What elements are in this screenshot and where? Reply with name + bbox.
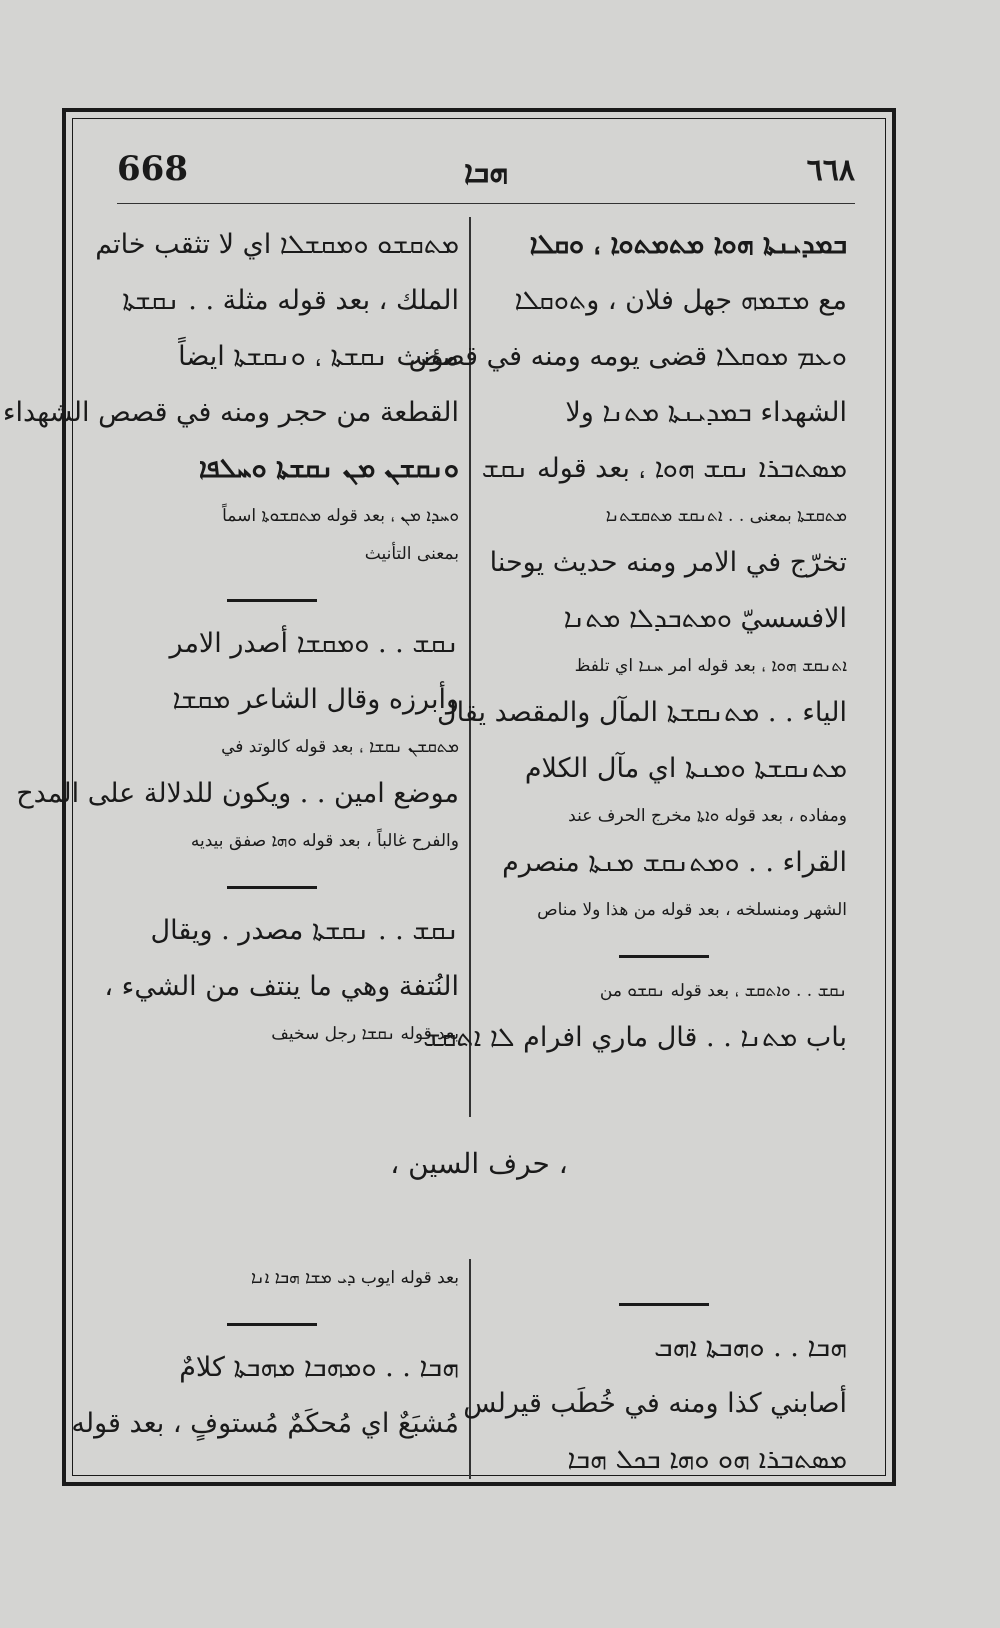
entry-separator (227, 886, 317, 889)
text-line: ܗܒܐ . . ܘܗܒܬܐ ܐܗܒ (654, 1332, 847, 1363)
text-line: ܡܬܩܫܬܐ بمعنى . . ܐܬܢܩܫ ܡܬܩܫܬܢܐ (605, 506, 847, 526)
text-line: ܘܚܕܐ ܡܢ ، بعد قوله ܡܬܩܫܘܬܐ اسماً (222, 506, 459, 526)
text-line: ܢܩܫ . . ܢܩܫܬܐ مصدر . ويقال (150, 915, 459, 946)
text-line: بعد قوله ايوب ܕܝ ܡܫܐ ܗܒܐ ܐܢܐ (251, 1268, 459, 1288)
text-line: ܢܩܫ . . ܘܡܩܫܐ أصدر الامر (169, 628, 459, 659)
text-line: ܡܬܩܫܢ ܢܩܫܐ ، بعد قوله كالوتد في (221, 737, 459, 757)
text-line: ܐܬܢܩܫ ܗܘܐ ، بعد قوله امر ܚܢܐ اي تلفظ (574, 656, 847, 676)
text-line: ܢܩܫ . . ܘܐܬܩܫ ، بعد قوله ܢܩܫܘ من (599, 981, 847, 1001)
text-line: وأبرزه وقال الشاعر ܡܩܫܐ (172, 684, 459, 715)
text-line: ܘܢܩܫܢ ܡܢ ܢܩܫܬܐ ܘܚܠܦܐ (198, 453, 459, 484)
running-head: ܗܒܐ (464, 155, 508, 190)
page-inner-border (2, 118, 886, 1476)
text-line: أصابني كذا ومنه في خُطَب قيرلس (463, 1388, 847, 1419)
text-line: الياء . . ܡܬܢܩܫܬܐ المآل والمقصد يقال (437, 697, 847, 728)
left-column (2, 217, 459, 1053)
text-line: مؤنث ܢܩܫܬܐ ، ܘܢܩܫܬܐ ايضاً (178, 341, 459, 372)
entry-separator (619, 1303, 709, 1306)
column-divider-bottom (469, 1259, 471, 1479)
text-line: القراء . . ܘܡܬܢܩܫ ܡܢܬܐ منصرم (502, 847, 847, 878)
text-line: مُشبَعٌ اي مُحكَمٌ مُستوفٍ ، بعد قوله (71, 1408, 459, 1439)
page-number-latin: 668 (117, 149, 188, 189)
text-line: موضع امين . . ويكون للدلالة على المدح (16, 778, 459, 809)
text-line: ومفاده ، بعد قوله ܘܐܬܐ مخرج الحرف عند (568, 806, 847, 826)
page-number-arabic: ٦٦٨ (806, 153, 855, 188)
text-line: تخرّج في الامر ومنه حديث يوحنا (489, 547, 847, 578)
text-line: بعد قوله ܢܩܫܐ رجل سخيف (271, 1024, 459, 1044)
text-line: الشهداء ܒܡܕܝܢܬܐ ܡܬܢܐ ولا (565, 397, 847, 428)
text-line: النُتفة وهي ما ينتف من الشيء ، (104, 971, 459, 1002)
section-title: ، حرف السين ، (390, 1147, 568, 1180)
entry-separator (227, 1323, 317, 1326)
bottom-left-column (71, 1259, 459, 1452)
text-line: ܘܥܡ ܡܘܩܠܐ قضى يومه ومنه في قصص (408, 341, 847, 372)
text-line: ܒܡܕܝܢܬܐ ܗܘܐ ܡܬܡܬܘܐ ، ܘܩܠܐ (529, 229, 847, 260)
text-line: باب ܡܬܢܐ . . قال ماري افرام ܠܐ ܐܬܩܫ (423, 1022, 847, 1053)
text-line: ܡܬܢܩܫܬܐ ܘܡܢܬܐ اي مآل الكلام (524, 753, 847, 784)
text-line: مع ܡܫܡܗ جهل فلان ، وܬܘܩܠܐ (514, 285, 847, 316)
text-line: بمعنى التأنيث (364, 544, 459, 564)
text-line: الافسسيّ ܘܡܬܒܕܠܐ ܡܬܢܐ (563, 603, 847, 634)
entry-separator (619, 955, 709, 958)
bottom-right-column (463, 1259, 847, 1488)
text-line: الشهر ومنسلخه ، بعد قوله من هذا ولا مناص (537, 900, 847, 920)
text-line: ܡܣܬܒܪܐ ܢܩܫ ܗܘܐ ، بعد قوله ܢܩܫ (481, 453, 847, 484)
text-line: الملك ، بعد قوله مثلة . . ܢܩܫܬܐ (122, 285, 459, 316)
text-line: والفرح غالباً ، بعد قوله ܘܗܐ صفق بيديه (190, 831, 459, 851)
page-frame (2, 108, 896, 1486)
entry-separator (227, 599, 317, 602)
text-line: القطعة من حجر ومنه في قصص الشهداء (2, 397, 459, 428)
page-header (117, 143, 855, 204)
text-line: ܡܣܬܒܪܐ ܗܘ ܘܗܐ ܒܟܠ ܗܒܐ (567, 1444, 847, 1475)
text-line: ܗܒܐ . . ܘܡܗܒܐ ܡܗܒܬܐ كلامٌ (179, 1352, 459, 1383)
text-line: ܡܬܩܫܘ ܘܡܩܫܠܐ اي لا تثقب خاتم (95, 229, 459, 260)
